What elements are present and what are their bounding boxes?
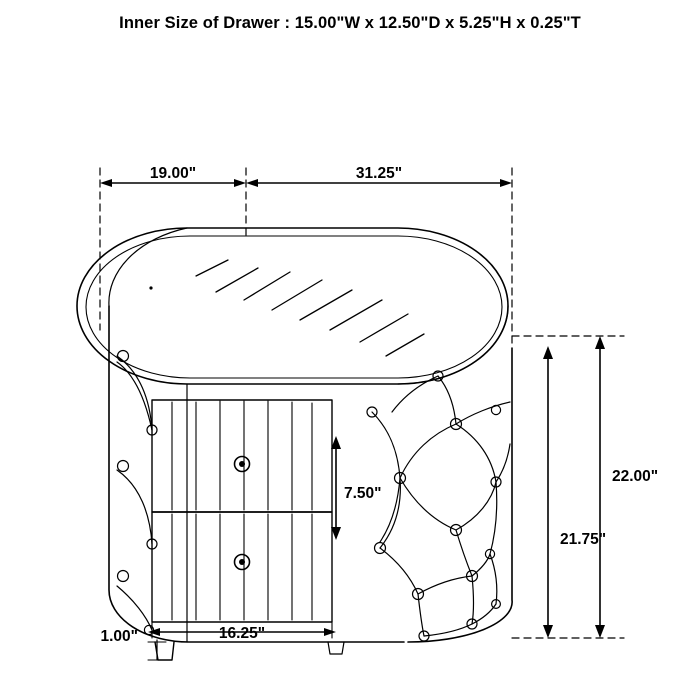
case-height-dimension bbox=[543, 346, 553, 638]
tufted-side-pattern bbox=[367, 371, 510, 641]
dim-label-overall-height: 22.00" bbox=[612, 468, 659, 485]
top-highlight-streaks bbox=[149, 260, 424, 356]
oval-top bbox=[77, 228, 508, 384]
dim-label-drawer-height: 7.50" bbox=[344, 485, 382, 502]
extension-lines bbox=[100, 168, 624, 638]
drawer-lower bbox=[152, 512, 332, 622]
dim-label-top-left-width: 19.00" bbox=[149, 165, 197, 182]
left-tufted-panel bbox=[117, 351, 157, 635]
page-title: Inner Size of Drawer : 15.00"W x 12.50"D x 5.25"H x 0.25"T bbox=[119, 14, 581, 32]
drawer-upper bbox=[152, 400, 332, 512]
foot-height-dimension bbox=[148, 640, 166, 660]
dim-label-drawer-width: 16.25" bbox=[218, 625, 266, 642]
overall-height-dimension bbox=[595, 336, 605, 638]
dim-label-top-right-width: 31.25" bbox=[355, 165, 403, 182]
dim-label-case-height: 21.75" bbox=[560, 531, 607, 548]
dim-label-foot-height: 1.00" bbox=[100, 628, 138, 645]
feet bbox=[155, 642, 344, 660]
